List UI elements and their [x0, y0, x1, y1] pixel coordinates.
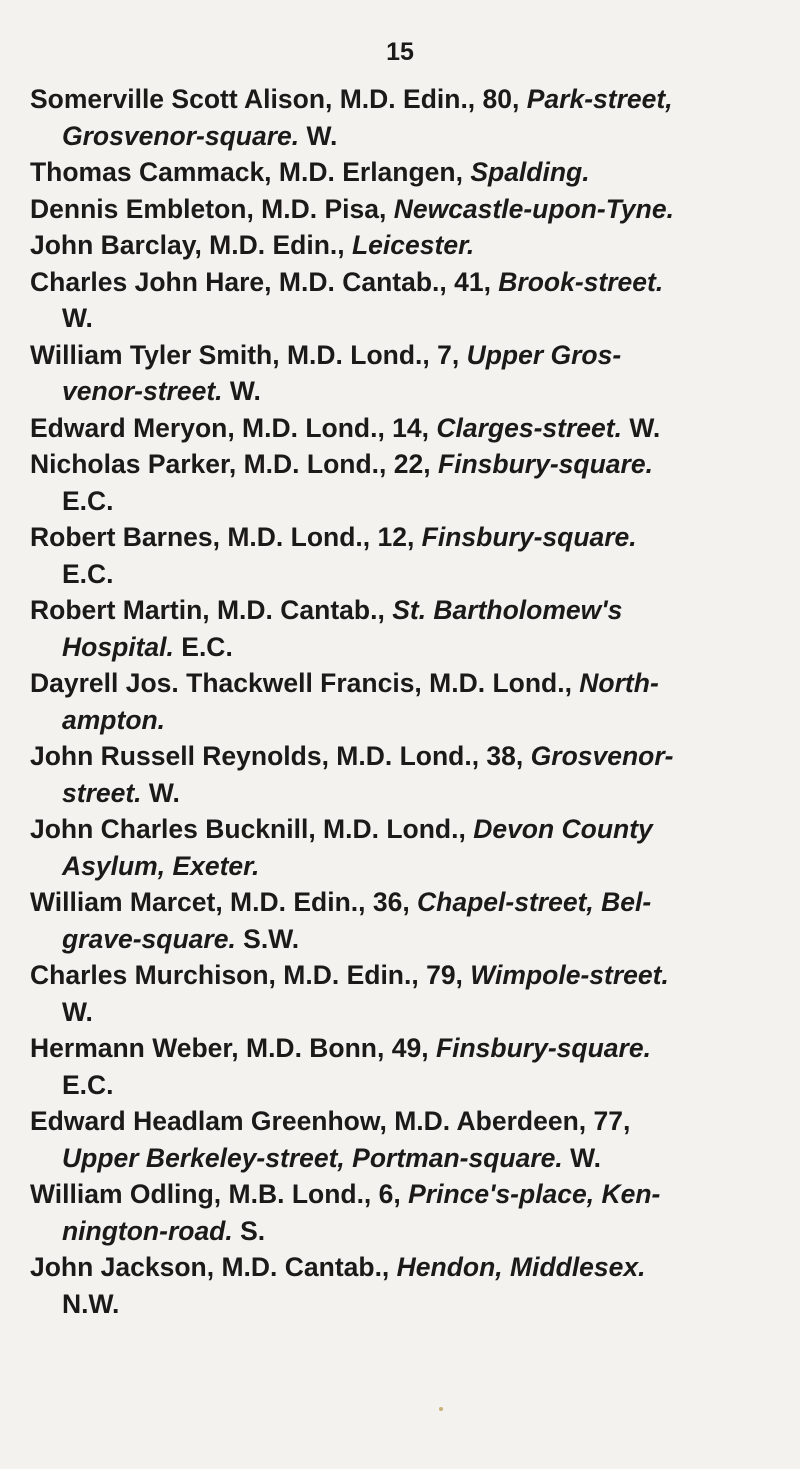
- list-entry: William Tyler Smith, M.D. Lond., 7, Upper Gros- venor-street. W.: [30, 339, 622, 406]
- list-entry: Hermann Weber, M.D. Bonn, 49, Finsbury-square. E.C.: [30, 1033, 651, 1100]
- list-entry: Somerville Scott Alison, M.D. Edin., 80, Park-street, Grosvenor-square. W.: [30, 84, 673, 151]
- list-entry: John Jackson, M.D. Cantab., Hendon, Middlesex. N.W.: [30, 1252, 646, 1319]
- list-entry: Edward Meryon, M.D. Lond., 14, Clarges-street. W.: [30, 412, 661, 443]
- list-entry: William Marcet, M.D. Edin., 36, Chapel-street, Bel- grave-square. S.W.: [30, 887, 652, 954]
- list-entry: Dennis Embleton, M.D. Pisa, Newcastle-upon-Tyne.: [30, 193, 674, 224]
- list-entry: Charles Murchison, M.D. Edin., 79, Wimpole-street. W.: [30, 960, 669, 1027]
- page-number: 15: [386, 38, 414, 66]
- member-list: [30, 81, 785, 1322]
- ink-speck: [439, 1407, 443, 1411]
- list-entry: Nicholas Parker, M.D. Lond., 22, Finsbury-square. E.C.: [30, 449, 653, 516]
- list-entry: Thomas Cammack, M.D. Erlangen, Spalding.: [30, 157, 590, 187]
- list-entry: Charles John Hare, M.D. Cantab., 41, Brook-street. W.: [30, 266, 664, 333]
- list-entry: Robert Barnes, M.D. Lond., 12, Finsbury-square. E.C.: [30, 522, 637, 589]
- list-entry: John Charles Bucknill, M.D. Lond., Devon County Asylum, Exeter.: [30, 814, 653, 881]
- list-entry: Edward Headlam Greenhow, M.D. Aberdeen, 77, Upper Berkeley-street, Portman-square. W.: [30, 1106, 631, 1173]
- list-entry: John Russell Reynolds, M.D. Lond., 38, Grosvenor- street. W.: [30, 741, 674, 808]
- list-entry: William Odling, M.B. Lond., 6, Prince's-place, Ken- nington-road. S.: [30, 1179, 661, 1246]
- list-entry: Dayrell Jos. Thackwell Francis, M.D. Lond., North- ampton.: [30, 668, 659, 735]
- list-entry: Robert Martin, M.D. Cantab., St. Bartholomew's Hospital. E.C.: [30, 595, 623, 662]
- list-entry: John Barclay, M.D. Edin., Leicester.: [30, 230, 475, 260]
